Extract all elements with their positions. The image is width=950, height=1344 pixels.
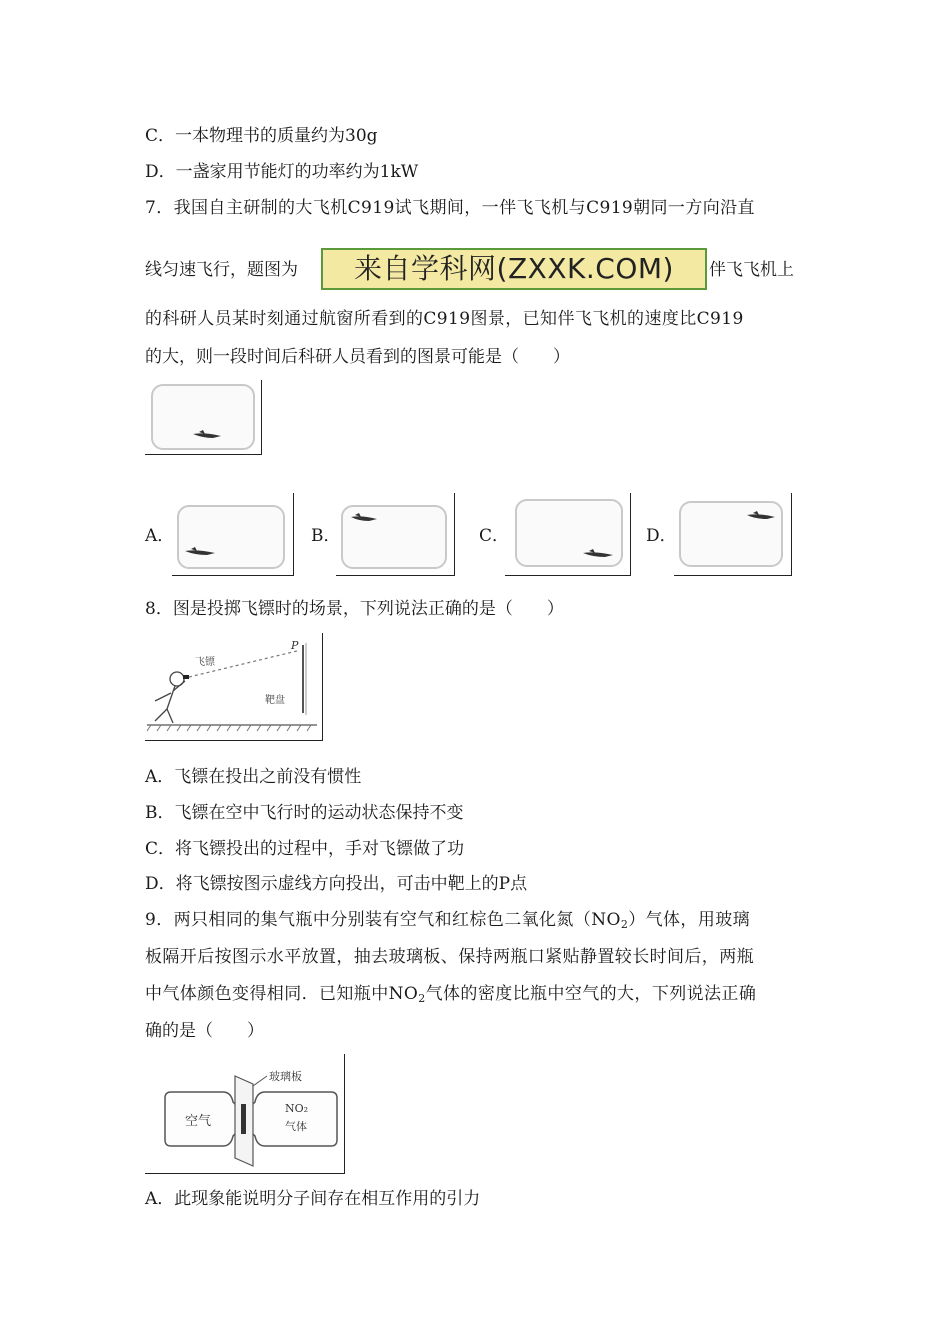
q7-main-figure bbox=[145, 380, 262, 455]
q9-bottle-figure bbox=[145, 1054, 345, 1174]
option-b-label: B． bbox=[311, 526, 341, 546]
glass-plate-label: 玻璃板 bbox=[269, 1070, 302, 1083]
q9-text-part: 中气体颜色变得相同．已知瓶中NO bbox=[145, 984, 419, 1004]
option-c-text: C．一本物理书的质量约为30g bbox=[145, 126, 378, 146]
option-c-label: C． bbox=[479, 526, 510, 546]
q8-option-a: A．飞镖在投出之前没有惯性 bbox=[145, 767, 362, 787]
no2-label-line-2: 气体 bbox=[285, 1120, 307, 1133]
q9-text-part: 气体的密度比瓶中空气的大，下列说法正确 bbox=[425, 984, 757, 1004]
question-7-line-2a: 线匀速飞行，题图为 bbox=[145, 260, 298, 280]
option-a-figure bbox=[172, 493, 294, 576]
q9-text-part: 9．两只相同的集气瓶中分别装有空气和红棕色二氧化氮（NO bbox=[145, 910, 621, 930]
gas-bottles-sketch bbox=[145, 1054, 344, 1173]
subscript-2: 2 bbox=[620, 918, 629, 931]
q8-option-b: B．飞镖在空中飞行时的运动状态保持不变 bbox=[145, 803, 464, 823]
window-view bbox=[515, 499, 623, 567]
q8-option-d: D．将飞镖按图示虚线方向投出，可击中靶上的P点 bbox=[145, 874, 528, 894]
question-7-line-3: 的科研人员某时刻通过航窗所看到的C919图景，已知伴飞飞机的速度比C919 bbox=[145, 309, 744, 329]
plane-icon bbox=[681, 503, 781, 565]
option-d-label: D． bbox=[646, 526, 677, 546]
question-7-line-1: 7．我国自主研制的大飞机C919试飞期间，一伴飞飞机与C919朝同一方向沿直 bbox=[145, 198, 755, 218]
plane-icon bbox=[343, 507, 445, 567]
question-9-line-1 bbox=[145, 909, 750, 936]
no2-label-line-1: NO₂ bbox=[285, 1102, 309, 1115]
option-b-figure bbox=[336, 493, 455, 576]
window-view bbox=[341, 505, 447, 569]
window-view bbox=[177, 505, 285, 569]
question-8-text: 8．图是投掷飞镖时的场景，下列说法正确的是（ ） bbox=[145, 599, 564, 619]
q9-text-part: ）气体，用玻璃 bbox=[628, 910, 751, 930]
watermark-banner: 来自学科网(ZXXK.COM) bbox=[321, 248, 707, 290]
option-c-figure bbox=[505, 493, 631, 576]
plane-icon bbox=[179, 507, 283, 567]
question-9-line-2: 板隔开后按图示水平放置，抽去玻璃板、保持两瓶口紧贴静置较长时间后，两瓶 bbox=[145, 947, 754, 967]
plane-icon bbox=[153, 386, 253, 448]
q8-dart-figure bbox=[145, 633, 323, 741]
option-a-label: A． bbox=[145, 526, 175, 546]
question-9-line-4: 确的是（ ） bbox=[145, 1021, 264, 1041]
q9-option-a: A．此现象能说明分子间存在相互作用的引力 bbox=[145, 1189, 481, 1209]
subscript-2: 2 bbox=[418, 992, 426, 1005]
q8-option-c: C．将飞镖投出的过程中，手对飞镖做了功 bbox=[145, 839, 465, 859]
option-d-figure bbox=[674, 493, 792, 576]
question-7-line-2b: 伴飞飞机上 bbox=[709, 260, 794, 280]
question-9-line-3 bbox=[145, 983, 756, 1010]
window-view bbox=[151, 384, 255, 450]
point-p-label: P bbox=[291, 639, 299, 652]
window-view bbox=[679, 501, 783, 567]
air-label: 空气 bbox=[185, 1114, 212, 1129]
plane-icon bbox=[517, 501, 621, 565]
dart-label: 飞镖 bbox=[195, 657, 215, 668]
question-7-line-4: 的大，则一段时间后科研人员看到的图景可能是（ ） bbox=[145, 347, 570, 367]
option-d-text: D．一盏家用节能灯的功率约为1kW bbox=[145, 162, 419, 182]
target-label: 靶盘 bbox=[265, 695, 285, 706]
